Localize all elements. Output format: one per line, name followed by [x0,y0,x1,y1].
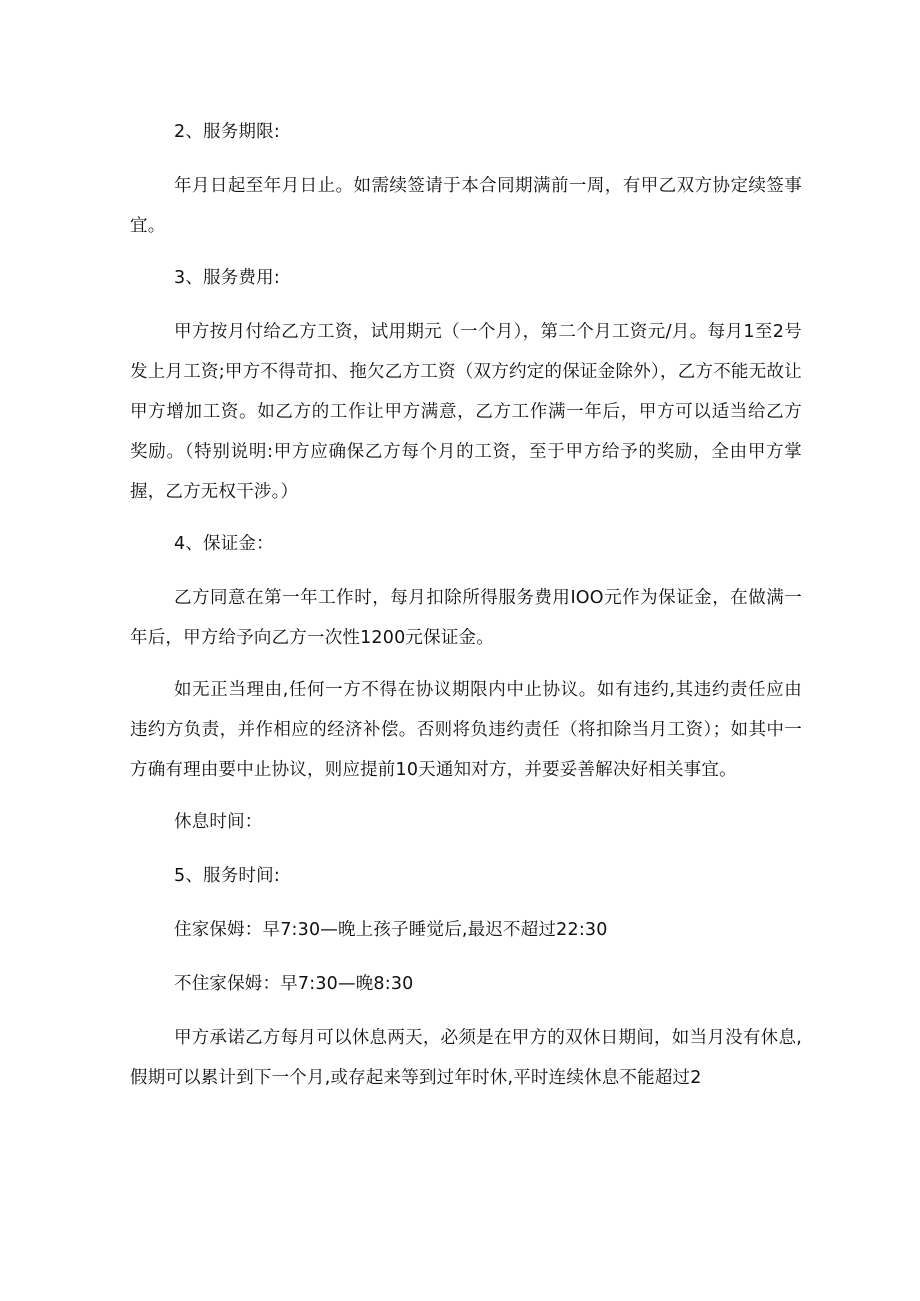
paragraph-holiday: 甲方承诺乙方每月可以休息两天，必须是在甲方的双休日期间，如当月没有休息,假期可以累计到下一个月,或存起来等到过年时休,平时连续休息不能超过2 [130,1028,802,1088]
paragraph-live-out-nanny: 不住家保姆：早7:30—晚8:30 [174,974,414,994]
paragraph-breach: 如无正当理由,任何一方不得在协议期限内中止协议。如有违约,其违约责任应由违约方负责，并作相应的经济补偿。否则将负违约责任（将扣除当月工资）；如其中一方确有理由要中止协议，则应提前10天通知对方，并要妥善解决好相关事宜。 [130,680,802,780]
paragraph-deposit: 乙方同意在第一年工作时，每月扣除所得服务费用IOO元作为保证金，在做满一年后，甲方给予向乙方一次性1200元保证金。 [130,588,802,648]
paragraph-service-term: 年月日起至年月日止。如需续签请于本合同期满前一周，有甲乙双方协定续签事宜。 [130,176,802,236]
section-heading-rest-time: 休息时间： [174,812,263,832]
section-heading-service-term: 2、服务期限: [174,122,280,142]
section-heading-deposit: 4、保证金： [174,534,274,554]
section-heading-service-time: 5、服务时间: [174,866,280,886]
paragraph-service-fee: 甲方按月付给乙方工资，试用期元（一个月），第二个月工资元/月。每月1至2号发上月工资;甲方不得苛扣、拖欠乙方工资（双方约定的保证金除外），乙方不能无故让甲方增加工资。如乙方的工作让甲方满意，乙方工作满一年后，甲方可以适当给乙方奖励。（特别说明:甲方应确保乙方每个月的工资，至于甲方给予的奖励，全由甲方掌握，乙方无权干涉。） [130,322,802,502]
section-heading-service-fee: 3、服务费用: [174,268,280,288]
paragraph-live-in-nanny: 住家保姆：早7:30—晚上孩子睡觉后,最迟不超过22:30 [174,920,608,940]
document-body [130,112,802,1110]
